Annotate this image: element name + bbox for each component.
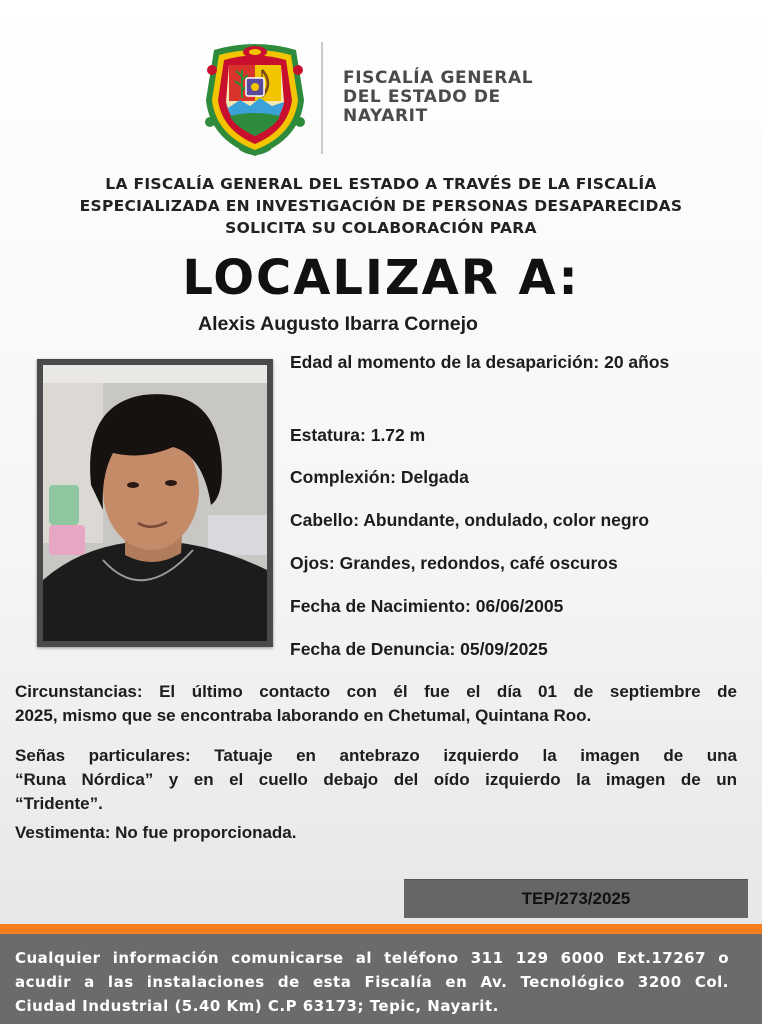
contact-info (15, 946, 729, 1018)
marks-line-3: “Trident​e”. (15, 794, 103, 813)
detail-birth-date: Fecha de Nacimiento: 06/06/2005 (290, 596, 564, 616)
intro-line-3: SOLICITA SU COLABORACIÓN PARA (225, 219, 537, 237)
agency-name (343, 69, 533, 126)
marks-line-2: “Runa Nórdica” y en el cuello debajo del oído izquierdo la imagen de un (15, 770, 737, 789)
agency-line-2: DEL ESTADO DE (343, 87, 501, 107)
intro-line-2: ESPECIALIZADA EN INVESTIGACIÓN DE PERSONAS DESAPARECIDAS (79, 197, 683, 215)
detail-age: Edad al momento de la desaparición: 20 años (290, 352, 670, 372)
person-name: Alexis Augusto Ibarra Cornejo (198, 313, 478, 335)
clothing-line: Vestimenta: No fue proporcionada. (15, 823, 297, 842)
detail-eyes: Ojos: Grandes, redondos, café oscuros (290, 553, 618, 573)
agency-line-3: NAYARIT (343, 106, 428, 126)
detail-height: Estatura: 1.72 m (290, 425, 426, 445)
accent-bar (0, 924, 762, 934)
intro-text (0, 173, 762, 239)
case-number-box (404, 879, 748, 918)
footer-line-2: acudir a las instalaciones de esta Fiscalía en Av. Tecnológico 3200 Col. (15, 973, 729, 991)
footer-line-3: Ciudad Industrial (5.40 Km) C.P 63173; Tepic, Nayarit. (15, 997, 499, 1015)
clothing (15, 821, 737, 845)
circumstances-line-1: Circunstancias: El último contacto con él fue el día 01 de septiembre de (15, 682, 737, 701)
footer-line-1: Cualquier información comunicarse al teléfono 311 129 6000 Ext.17267 o (15, 949, 729, 967)
agency-line-1: FISCALÍA GENERAL (343, 68, 534, 88)
footer (0, 934, 762, 1024)
nayarit-coat-of-arms-icon (200, 40, 310, 158)
header (0, 36, 762, 160)
photo-frame (37, 359, 273, 647)
distinguishing-marks (15, 744, 737, 816)
headline: LOCALIZAR A: (182, 250, 580, 306)
intro-line-1: LA FISCALÍA GENERAL DEL ESTADO A TRAVÉS DE LA FISCALÍA (105, 175, 657, 193)
marks-line-1: Señas particulares: Tatuaje en antebrazo izquierdo la imagen de una (15, 746, 737, 765)
person-photo (43, 365, 267, 641)
header-divider (321, 42, 323, 154)
detail-build: Complexión: Delgada (290, 467, 469, 487)
circumstances-line-2: 2025, mismo que se encontraba laborando en Chetumal, Quintana Roo. (15, 706, 592, 725)
detail-report-date: Fecha de Denuncia: 05/09/2025 (290, 639, 548, 659)
circumstances (15, 680, 737, 728)
detail-hair: Cabello: Abundante, ondulado, color negro (290, 510, 650, 530)
case-number: TEP/273/2025 (521, 889, 631, 908)
